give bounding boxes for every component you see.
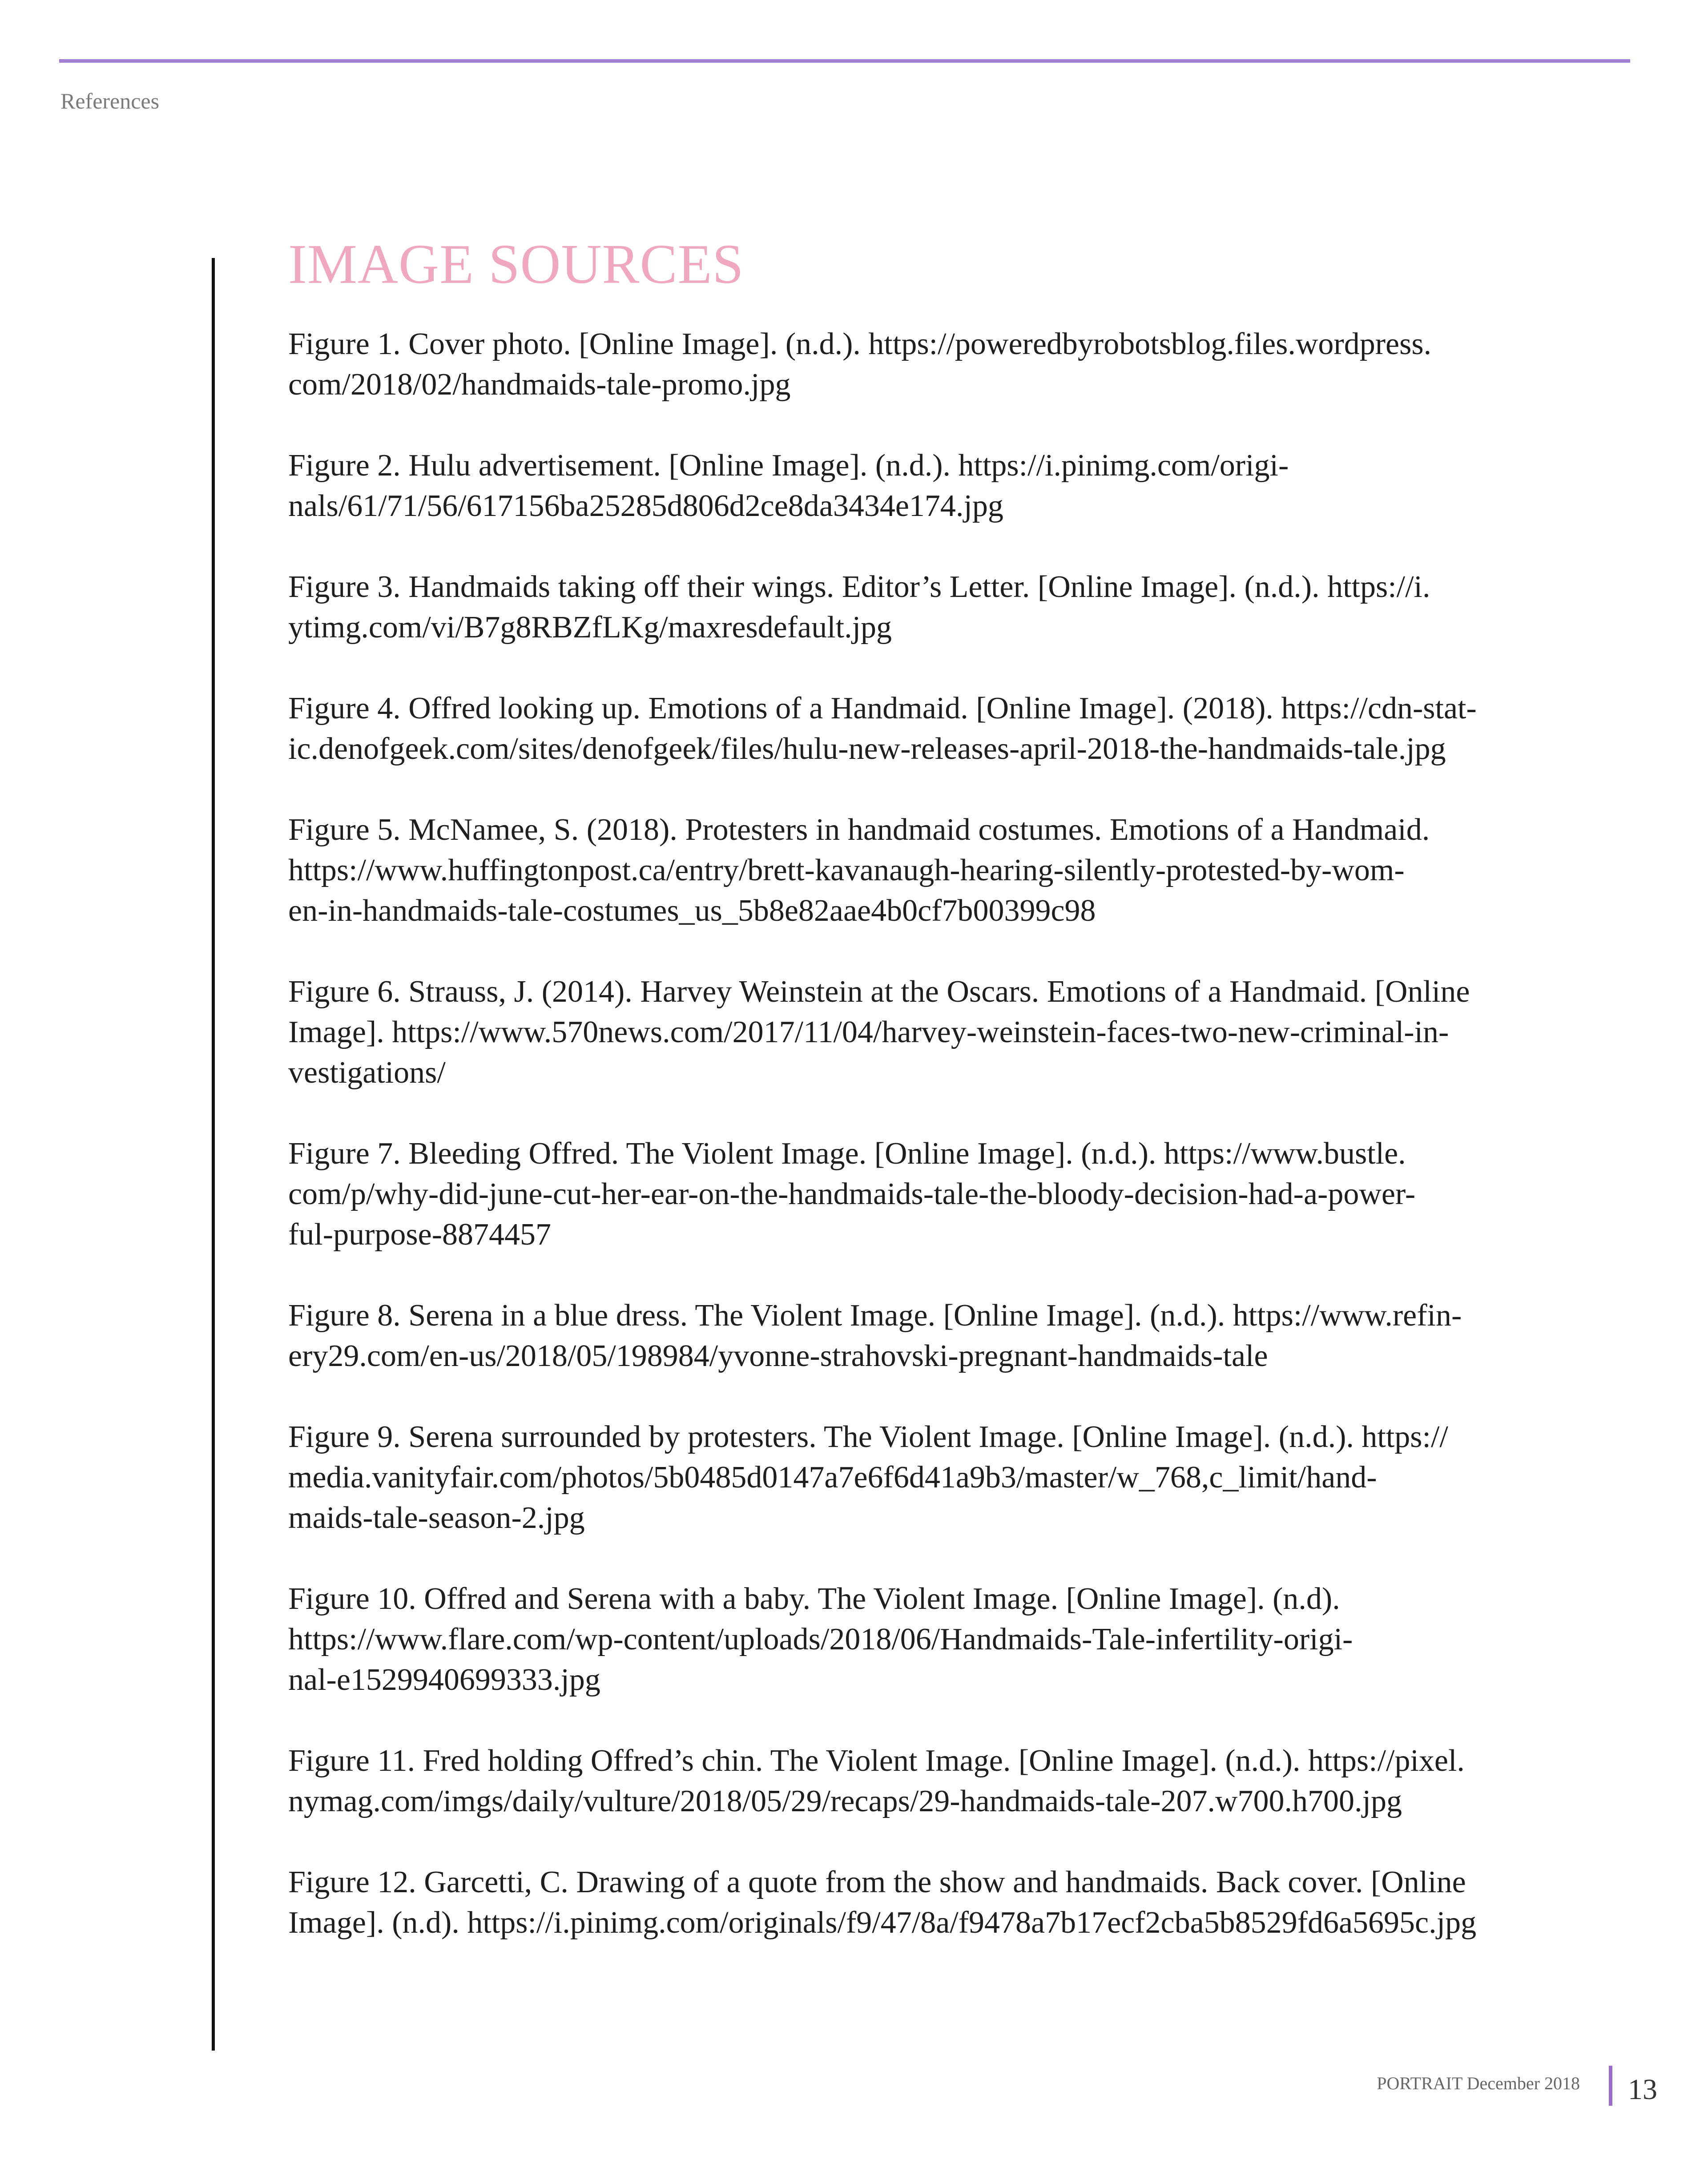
reference-item: [288, 567, 1587, 648]
reference-item: [288, 324, 1587, 405]
left-vertical-rule: [212, 258, 215, 2051]
reference-item: [288, 1417, 1587, 1538]
reference-line: ytimg.com/vi/B7g8RBZfLKg/maxresdefault.jpg: [288, 610, 892, 645]
reference-line: Figure 9. Serena surrounded by protesters. The Violent Image. [Online Image]. (n.d.). https://: [288, 1420, 1448, 1454]
reference-item: [288, 1579, 1587, 1700]
reference-line: media.vanityfair.com/photos/5b0485d0147a7e6f6d41a9b3/master/w_768,c_limit/hand-: [288, 1460, 1377, 1495]
reference-line: com/2018/02/handmaids-tale-promo.jpg: [288, 367, 791, 402]
reference-line: Figure 6. Strauss, J. (2014). Harvey Weinstein at the Oscars. Emotions of a Handmaid. [Online: [288, 975, 1470, 1009]
reference-line: Figure 5. McNamee, S. (2018). Protesters in handmaid costumes. Emotions of a Handmaid.: [288, 813, 1430, 847]
footer-publication: PORTRAIT December 2018: [1377, 2073, 1580, 2093]
reference-line: nymag.com/imgs/daily/vulture/2018/05/29/recaps/29-handmaids-tale-207.w700.h700.jpg: [288, 1784, 1402, 1818]
reference-line: Figure 11. Fred holding Offred’s chin. The Violent Image. [Online Image]. (n.d.). https://pixel.: [288, 1744, 1465, 1778]
reference-line: Figure 7. Bleeding Offred. The Violent Image. [Online Image]. (n.d.). https://www.bustle.: [288, 1136, 1406, 1171]
reference-line: ful-purpose-8874457: [288, 1217, 552, 1252]
reference-line: Image]. (n.d). https://i.pinimg.com/originals/f9/47/8a/f9478a7b17ecf2cba5b8529fd6a5695c.jpg: [288, 1906, 1477, 1940]
reference-line: Image]. https://www.570news.com/2017/11/04/harvey-weinstein-faces-two-new-criminal-in-: [288, 1015, 1449, 1049]
reference-line: Figure 2. Hulu advertisement. [Online Image]. (n.d.). https://i.pinimg.com/origi-: [288, 448, 1289, 483]
reference-line: Figure 4. Offred looking up. Emotions of a Handmaid. [Online Image]. (2018). https://cdn-stat-: [288, 691, 1477, 725]
reference-item: [288, 445, 1587, 526]
reference-line: en-in-handmaids-tale-costumes_us_5b8e82aae4b0cf7b00399c98: [288, 894, 1096, 928]
reference-line: Figure 1. Cover photo. [Online Image]. (n.d.). https://poweredbyrobotsblog.files.wordpress.: [288, 327, 1432, 361]
reference-line: Figure 3. Handmaids taking off their wings. Editor’s Letter. [Online Image]. (n.d.). https://i.: [288, 570, 1430, 604]
reference-line: ic.denofgeek.com/sites/denofgeek/files/hulu-new-releases-april-2018-the-handmaids-tale.jpg: [288, 732, 1446, 766]
reference-item: [288, 1133, 1587, 1255]
references-list: [288, 324, 1587, 1983]
reference-line: Figure 8. Serena in a blue dress. The Violent Image. [Online Image]. (n.d.). https://www.refin-: [288, 1298, 1462, 1333]
reference-item: [288, 1295, 1587, 1376]
reference-item: [288, 810, 1587, 931]
footer-divider: [1609, 2066, 1612, 2106]
reference-item: [288, 688, 1587, 769]
page-title: IMAGE SOURCES: [288, 234, 744, 295]
reference-line: Figure 10. Offred and Serena with a baby. The Violent Image. [Online Image]. (n.d).: [288, 1582, 1340, 1616]
reference-line: com/p/why-did-june-cut-her-ear-on-the-handmaids-tale-the-bloody-decision-had-a-power-: [288, 1177, 1416, 1211]
reference-line: ery29.com/en-us/2018/05/198984/yvonne-strahovski-pregnant-handmaids-tale: [288, 1339, 1268, 1373]
reference-line: nal-e1529940699333.jpg: [288, 1663, 600, 1697]
top-rule: [59, 59, 1630, 63]
reference-line: vestigations/: [288, 1056, 446, 1090]
reference-line: Figure 12. Garcetti, C. Drawing of a quote from the show and handmaids. Back cover. [Online: [288, 1865, 1466, 1899]
page-number: 13: [1628, 2073, 1657, 2106]
section-label: References: [60, 89, 160, 113]
reference-line: https://www.flare.com/wp-content/uploads/2018/06/Handmaids-Tale-infertility-origi-: [288, 1622, 1353, 1656]
reference-item: [288, 1862, 1587, 1943]
reference-line: nals/61/71/56/617156ba25285d806d2ce8da3434e174.jpg: [288, 489, 1003, 523]
reference-line: https://www.huffingtonpost.ca/entry/brett-kavanaugh-hearing-silently-protested-by-wom-: [288, 853, 1405, 887]
reference-line: maids-tale-season-2.jpg: [288, 1501, 585, 1535]
reference-item: [288, 971, 1587, 1093]
reference-item: [288, 1741, 1587, 1821]
